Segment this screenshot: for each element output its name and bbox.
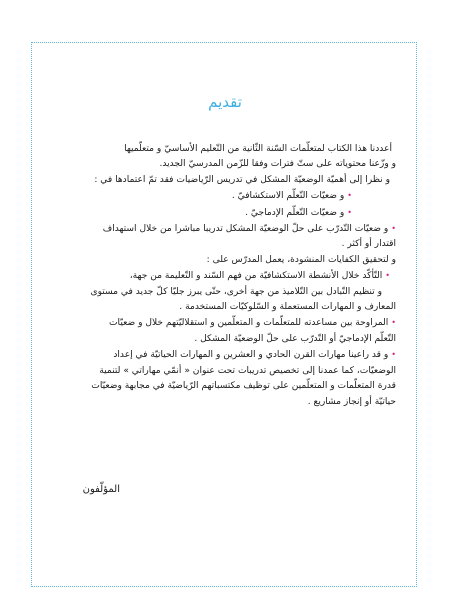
paragraph-line: قدرة المتعلّمات و المتعلّمين على توظيف مكتسباتهم الرّياضيّة في مجابهة وضعيّات (91, 381, 396, 392)
authors-signature: المؤلّفون (82, 484, 120, 495)
page-title: تقديم (208, 93, 242, 111)
paragraph-line: التّعلّم الإدماجيّ أو التّدرّب على حلّ الوضعيّة المشكل . (194, 333, 396, 344)
paragraph-line: المعارف و المهارات المستعملة و السّلوكيّات المستخدمة . (179, 302, 396, 313)
list-item: •و ضعيّات التّعلّم الإدماجيّ . (245, 207, 352, 218)
list-item: •و ضعيّات التّدرّب على حلّ الوضعيّة المشكل تدريبا مباشرا من خلال استهداف (102, 224, 396, 235)
paragraph-line: حياتيّة أو إنجاز مشاريع . (307, 396, 396, 407)
paragraph-line: أعددنا هذا الكتاب لمتعلّمات السّنة الثّانية من التّعليم الأساسيّ و متعلّميها (124, 144, 392, 154)
paragraph-line: و نظرا إلى أهميّة الوضعيّة المشكل في تدريس الرّياضيات فقد تمّ اعتمادها في : (94, 174, 390, 185)
bullet-icon: • (391, 318, 396, 328)
paragraph-line: و تنظيم التّبادل بين التّلاميذ من جهة أخرى، حتّى يبرز جليّا كلّ جديد في مستوى (90, 286, 382, 297)
intro-text (62, 142, 396, 410)
list-item: •و ضعيّات التّعلّم الاستكشافيّ . (231, 191, 352, 202)
bullet-icon: • (391, 350, 396, 360)
bullet-icon: • (347, 207, 352, 217)
bullet-icon: • (391, 224, 396, 234)
bullet-icon: • (347, 191, 352, 201)
bullet-icon: • (385, 271, 390, 281)
paragraph-line: و وزّعنا محتوياته على ستّ فترات وفقا للزّمن المدرسيّ الجديد. (159, 159, 396, 170)
list-item: •المراوحة بين مساعدته للمتعلّمات و المتعلّمين و استقلاليّتهم خلال و ضعيّات (109, 318, 396, 329)
paragraph-line: اقتدار أو أكثر . (341, 239, 396, 250)
paragraph-line: و لتحقيق الكفايات المنشودة، يعمل المدرّس على : (206, 254, 396, 265)
list-item: •و قد راعينا مهارات القرن الحادي و العشرين و المهارات الحياتيّة في إعداد (113, 350, 396, 361)
paragraph-line: الوضعيّات، كما عمدنا إلى تخصيص تدريبات تحت عنوان « أنمّي مهاراتي » لتنمية (99, 365, 396, 376)
list-item: •التّأكّد خلال الأنشطة الاستكشافيّة من فهم السّند و التّعليمة من جهة، (129, 271, 390, 282)
